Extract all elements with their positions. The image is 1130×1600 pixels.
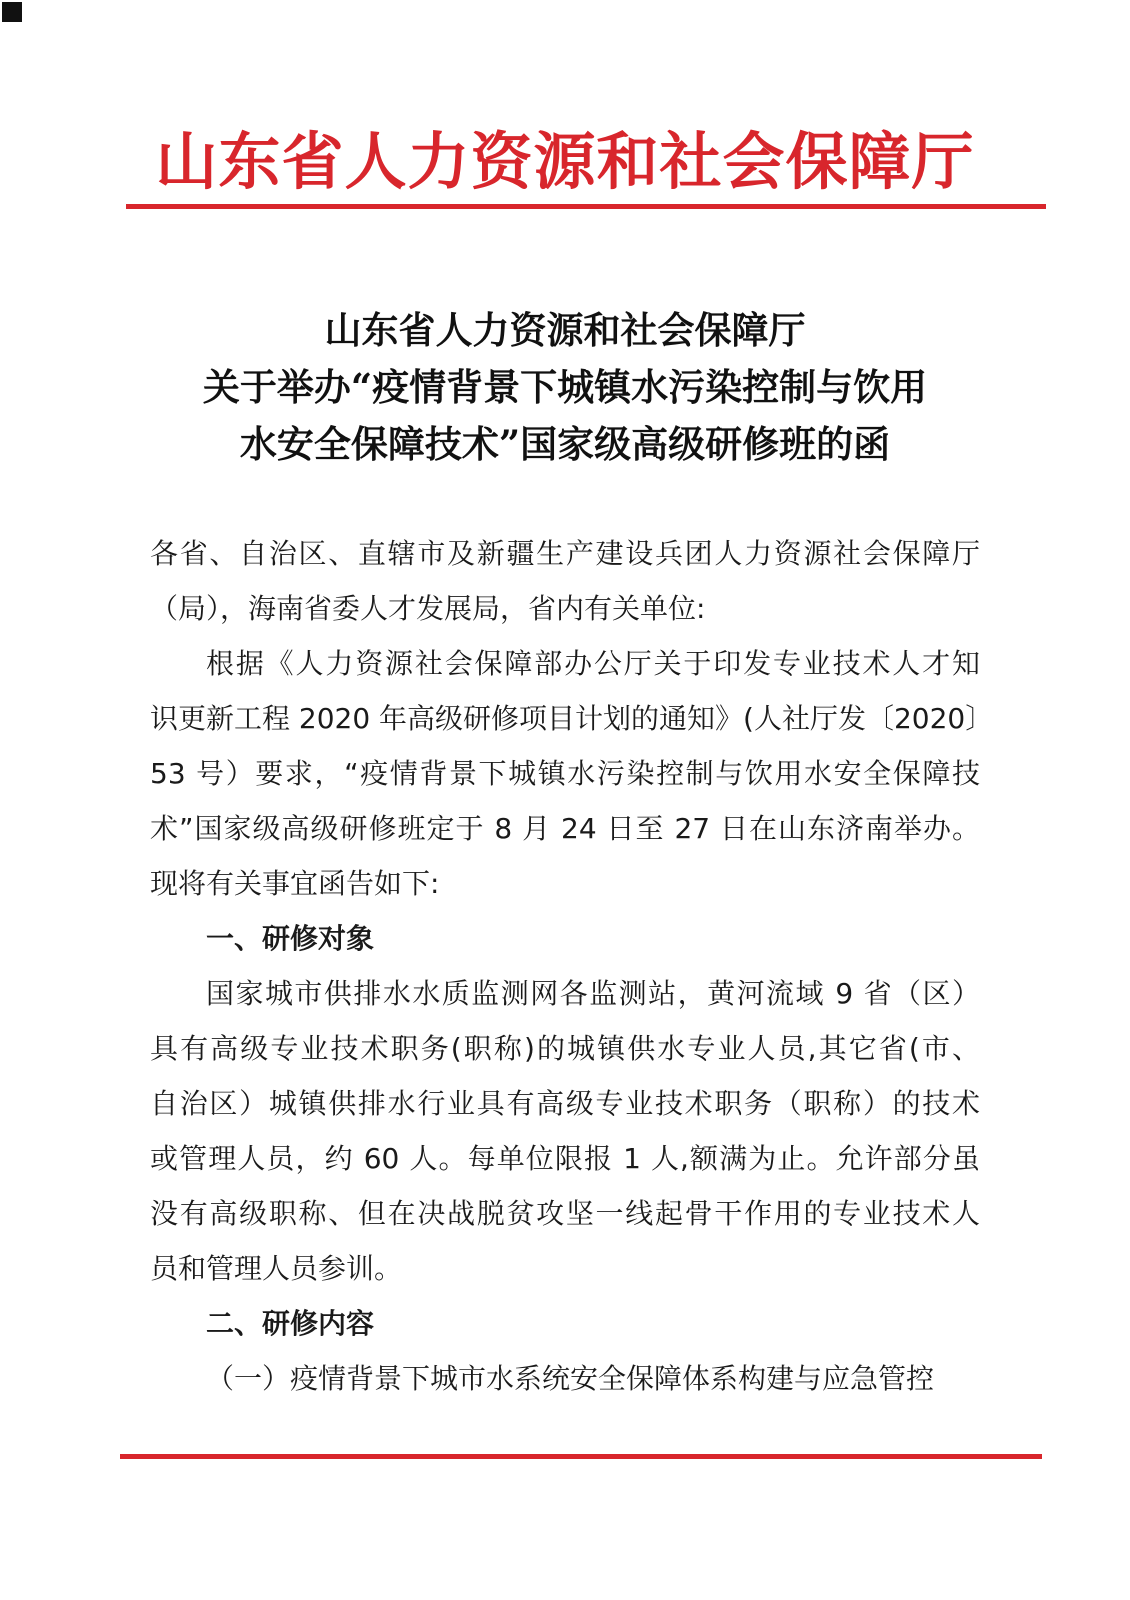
document-title-line: 关于举办“疫情背景下城镇水污染控制与饮用 [202,365,928,409]
letterhead-org-name: 山东省人力资源和社会保障厅 [155,125,975,198]
section1-line: 员和管理人员参训。 [150,1252,403,1285]
section-heading-participants: 一、研修对象 [206,922,375,955]
section1-line: 具有高级专业技术职务(职称)的城镇供水专业人员,其它省(市、 [150,1032,980,1065]
document-body [150,526,994,1406]
scan-corner-mark [2,2,22,22]
document-title-line: 水安全保障技术”国家级高级研修班的函 [239,422,891,466]
section1-line: 或管理人员，约 60 人。每单位限报 1 人,额满为止。允许部分虽 [150,1142,980,1175]
document-title [0,302,1130,473]
intro-line: 术”国家级高级研修班定于 8 月 24 日至 27 日在山东济南举办。 [150,812,980,845]
section1-line: 国家城市供排水水质监测网各监测站，黄河流域 9 省（区） [206,977,980,1010]
intro-line: 识更新工程 2020 年高级研修项目计划的通知》(人社厅发〔2020〕 [150,702,994,735]
intro-line: 根据《人力资源社会保障部办公厅关于印发专业技术人才知 [206,647,980,680]
intro-line: 53 号）要求，“疫情背景下城镇水污染控制与饮用水安全保障技 [150,757,980,790]
footer-red-rule [120,1454,1042,1459]
section1-line: 自治区）城镇供排水行业具有高级专业技术职务（职称）的技术 [150,1087,980,1120]
recipients-line: （局），海南省委人才发展局，省内有关单位: [150,592,706,625]
section-heading-content: 二、研修内容 [206,1307,375,1340]
section1-line: 没有高级职称、但在决战脱贫攻坚一线起骨干作用的专业技术人 [150,1197,980,1230]
letterhead-red-rule [126,204,1046,209]
document-title-line: 山东省人力资源和社会保障厅 [324,308,806,352]
intro-line: 现将有关事宜函告如下: [150,867,440,900]
recipients-line: 各省、自治区、直辖市及新疆生产建设兵团人力资源社会保障厅 [150,537,980,570]
section2-line: （一）疫情背景下城市水系统安全保障体系构建与应急管控 [206,1362,935,1395]
